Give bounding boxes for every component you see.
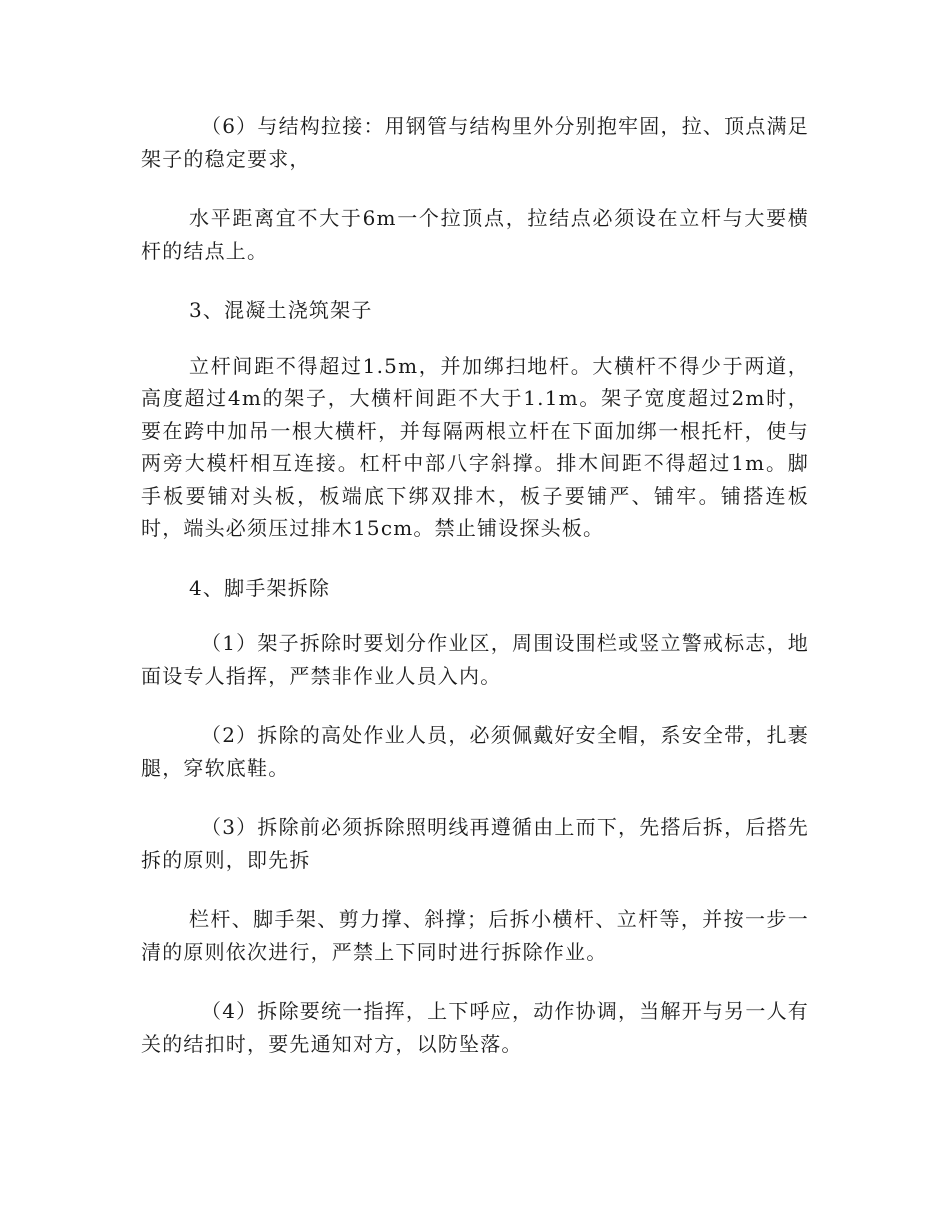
paragraph-concrete-scaffold: 立杆间距不得超过1.5m，并加绑扫地杆。大横杆不得少于两道，高度超过4m的架子，大横杆间距不大于1.1m。架子宽度超过2m时，要在跨中加吊一根大横杆，并每隔两根立杆在下面加绑一根托杆，使与两旁大模杆相互连接。杠杆中部八字斜撑。排木间距不得超过1m。脚手板要铺对头板，板端底下绑双排木，板子要铺严、铺牢。铺搭连板时，端头必须压过排木15cm。禁止铺设探头板。 [141,353,809,540]
section-heading-concrete-scaffold: 3、混凝土浇筑架子 [189,298,373,322]
paragraph-structure-tie: （6）与结构拉接：用钢管与结构里外分别抱牢固，拉、顶点满足架子的稳定要求， [141,114,809,171]
document-body [141,110,809,1060]
paragraph-removal-3-continued: 栏杆、脚手架、剪力撑、斜撑；后拆小横杆、立杆等，并按一步一清的原则依次进行，严禁上下同时进行拆除作业。 [141,907,809,964]
paragraph-tie-spacing: 水平距离宜不大于6m一个拉顶点，拉结点必须设在立杆与大要横杆的结点上。 [141,206,809,263]
section-heading-scaffold-removal: 4、脚手架拆除 [189,575,331,600]
paragraph-removal-1: （1）架子拆除时要划分作业区，周围设围栏或竖立警戒标志，地面设专人指挥，严禁非作业人员入内。 [141,631,809,688]
paragraph-removal-2: （2）拆除的高处作业人员，必须佩戴好安全帽，系安全带，扎裹腿，穿软底鞋。 [141,723,809,780]
paragraph-removal-3: （3）拆除前必须拆除照明线再遵循由上而下，先搭后拆，后搭先拆的原则，即先拆 [141,815,809,872]
paragraph-removal-4: （4）拆除要统一指挥，上下呼应，动作协调，当解开与另一人有关的结扣时，要先通知对方，以防坠落。 [141,999,809,1056]
